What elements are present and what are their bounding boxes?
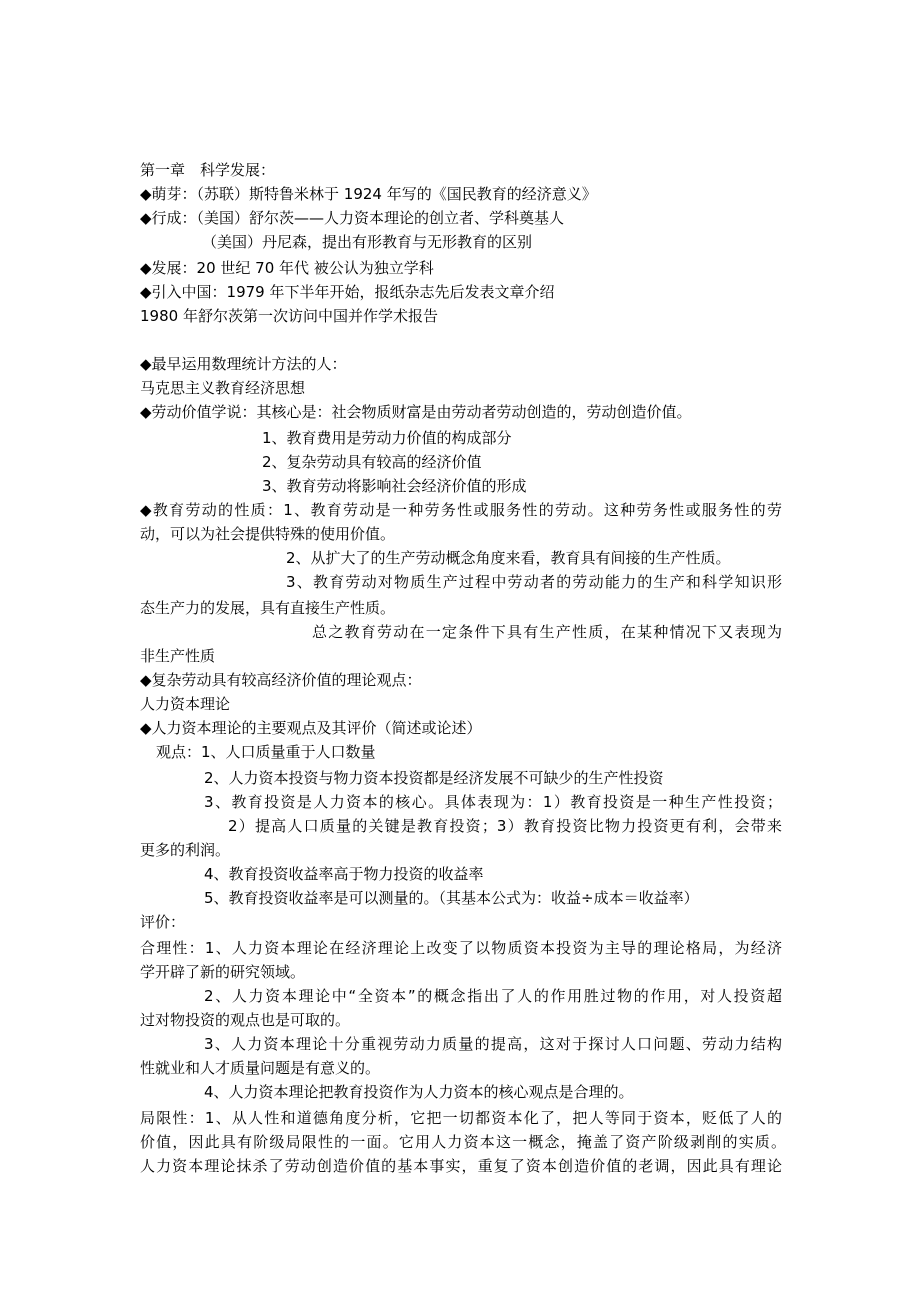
text-line: 过对物投资的观点也是可取的。	[140, 1011, 351, 1029]
text-line: ◆人力资本理论的主要观点及其评价（简述或论述）	[140, 719, 482, 737]
text-line: 2）提高人口质量的关键是教育投资；3）教育投资比物力投资更有利，会带来	[228, 817, 782, 835]
text-line: 1980 年舒尔茨第一次访问中国并作学术报告	[140, 307, 438, 325]
text-line: ◆最早运用数理统计方法的人：	[140, 355, 347, 373]
text-line: 动，可以为社会提供特殊的使用价值。	[140, 525, 396, 543]
text-line: 4、人力资本理论把教育投资作为人力资本的核心观点是合理的。	[204, 1083, 634, 1101]
text-line: ◆复杂劳动具有较高经济价值的理论观点：	[140, 671, 422, 689]
text-line: 4、教育投资收益率高于物力投资的收益率	[204, 865, 484, 883]
text-line: ◆教育劳动的性质：1、教育劳动是一种劳务性或服务性的劳动。这种劳务性或服务性的劳	[140, 501, 782, 519]
text-line: 合理性：1、人力资本理论在经济理论上改变了以物质资本投资为主导的理论格局，为经济	[140, 939, 782, 957]
text-line: 2、人力资本理论中“全资本”的概念指出了人的作用胜过物的作用，对人投资超	[204, 987, 782, 1005]
text-line: 学开辟了新的研究领域。	[140, 963, 306, 981]
text-line: 3、教育劳动对物质生产过程中劳动者的劳动能力的生产和科学知识形	[286, 573, 782, 591]
text-line: 价值，因此具有阶级局限性的一面。它用人力资本这一概念，掩盖了资产阶级剥削的实质。	[140, 1133, 786, 1151]
text-line: 3、人力资本理论十分重视劳动力质量的提高，这对于探讨人口问题、劳动力结构	[204, 1035, 782, 1053]
text-line: 人力资本理论抹杀了劳动创造价值的基本事实，重复了资本创造价值的老调，因此具有理论	[140, 1157, 782, 1175]
text-line: 5、教育投资收益率是可以测量的。（其基本公式为：收益÷成本＝收益率）	[204, 889, 699, 907]
text-line: （美国）丹尼森，提出有形教育与无形教育的区别	[202, 233, 533, 251]
text-line: ◆发展：20 世纪 70 年代 被公认为独立学科	[140, 259, 434, 277]
text-line: 3、教育投资是人力资本的核心。具体表现为：1）教育投资是一种生产性投资；	[204, 793, 782, 811]
text-line: 局限性：1、从人性和道德角度分析，它把一切都资本化了，把人等同于资本，贬低了人的	[140, 1109, 782, 1127]
text-line: ◆萌芽：（苏联）斯特鲁米林于 1924 年写的《国民教育的经济意义》	[140, 185, 597, 203]
text-line: ◆引入中国：1979 年下半年开始，报纸杂志先后发表文章介绍	[140, 283, 555, 301]
text-line: 态生产力的发展，具有直接生产性质。	[140, 599, 396, 617]
text-line: 性就业和人才质量问题是有意义的。	[140, 1059, 381, 1077]
text-line: 马克思主义教育经济思想	[140, 379, 306, 397]
text-line: 2、复杂劳动具有较高的经济价值	[262, 453, 482, 471]
text-line: 3、教育劳动将影响社会经济价值的形成	[262, 477, 527, 495]
text-line: 人力资本理论	[140, 695, 231, 713]
text-line: 更多的利润。	[140, 841, 231, 859]
text-line: 非生产性质	[140, 647, 216, 665]
text-line: ◆劳动价值学说：其核心是：社会物质财富是由劳动者劳动创造的，劳动创造价值。	[140, 403, 692, 421]
text-line: 观点：1、人口质量重于人口数量	[156, 743, 376, 761]
text-line: 2、人力资本投资与物力资本投资都是经济发展不可缺少的生产性投资	[204, 769, 664, 787]
text-line: 评价：	[140, 913, 186, 931]
text-line: 2、从扩大了的生产劳动概念角度来看，教育具有间接的生产性质。	[286, 549, 731, 567]
text-line: ◆行成：（美国）舒尔茨——人力资本理论的创立者、学科奠基人	[140, 209, 565, 227]
text-line: 总之教育劳动在一定条件下具有生产性质，在某种情况下又表现为	[312, 623, 782, 641]
text-line: 1、教育费用是劳动力价值的构成部分	[262, 429, 512, 447]
chapter-heading: 第一章 科学发展：	[140, 161, 276, 179]
